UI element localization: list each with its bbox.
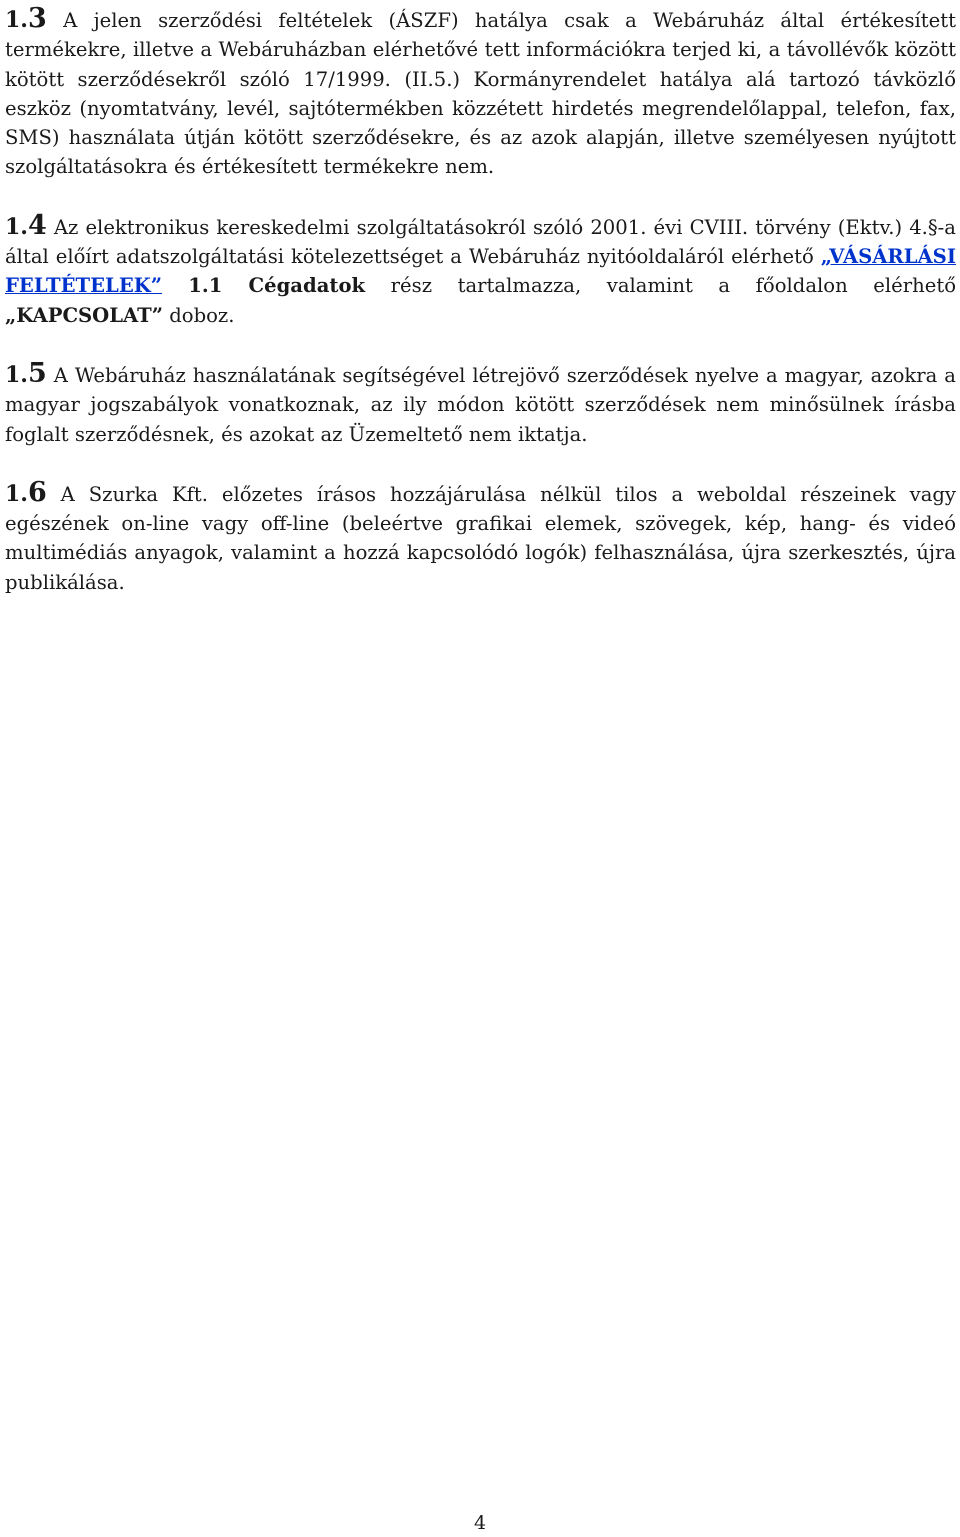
section-text-continued: rész tartalmazza, valamint a főoldalon elérhető	[365, 274, 957, 298]
page-number: 4	[473, 1512, 487, 1534]
section-text: A jelen szerződési feltételek (ÁSZF) hatálya csak a Webáruház által értékesített termékekre, illetve a Webáruházban elérhetővé tett információkra terjed ki, a távollévők között kötött szerződésekről szóló 17/1999. (II.5.) Kormányrendelet hatálya alá tartozó távközlő eszköz (nyomtatvány, levél, sajtótermékben közzétett hirdetés megrendelőlappal, telefon, fax, SMS) használata útján kötött szerződésekre, és az azok alapján, illetve személyesen nyújtott szolgáltatásokra és értékesített termékekre nem.	[5, 9, 956, 179]
section-1-5	[5, 359, 956, 449]
section-1-4	[5, 211, 956, 330]
section-text: Az elektronikus kereskedelmi szolgáltatásokról szóló 2001. évi CVIII. törvény (Ektv.) 4.§-a által előírt adatszolgáltatási kötelezettséget a Webáruház nyitóoldaláról elérhető	[5, 215, 956, 269]
purchase-terms-link[interactable]: „VÁSÁRLÁSI FELTÉTELEK”	[5, 245, 956, 298]
section-text-end: doboz.	[163, 303, 235, 327]
company-data-reference: 1.1 Cégadatok	[162, 274, 366, 298]
section-number: 1.6	[5, 476, 47, 508]
section-number: 1.4	[5, 209, 47, 241]
section-number: 1.5	[5, 357, 47, 389]
section-text: A Webáruház használatának segítségével létrejövő szerződések nyelve a magyar, azokra a magyar jogszabályok vonatkoznak, az ily módon kötött szerződések nem minősülnek írásba foglalt szerződésnek, és azokat az Üzemeltető nem iktatja.	[5, 363, 956, 446]
document-body	[5, 4, 956, 626]
section-1-3	[5, 4, 956, 182]
section-1-6	[5, 478, 956, 597]
section-number: 1.3	[5, 3, 47, 34]
section-text: A Szurka Kft. előzetes írásos hozzájárulása nélkül tilos a weboldal részeinek vagy egészének on-line vagy off-line (beleértve grafikai elemek, szövegek, kép, hang- és videó multimédiás anyagok, valamint a hozzá kapcsolódó logók) felhasználása, újra szerkesztés, újra publikálása.	[5, 482, 956, 594]
contact-box-label: „KAPCSOLAT”	[5, 303, 164, 327]
